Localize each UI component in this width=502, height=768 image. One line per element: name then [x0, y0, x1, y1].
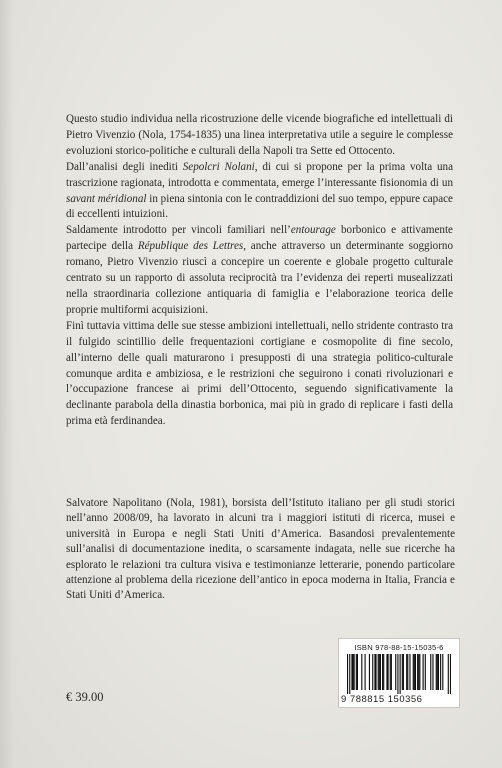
barcode-bars [347, 654, 451, 694]
barcode-bar [442, 654, 443, 690]
blurb-text: Saldamente introdotto per vincoli familiari nell’ [66, 224, 291, 237]
blurb-text: in piena sintonia con le contraddizioni del suo tempo, eppure capace di eccellenti intuizioni. [66, 192, 453, 221]
barcode-bar [349, 654, 350, 694]
barcode-bar [375, 654, 376, 690]
book-blurb [66, 112, 453, 430]
barcode-bar [440, 654, 441, 690]
barcode-bar [379, 654, 380, 690]
barcode-bar [361, 654, 362, 690]
barcode-bar [419, 654, 420, 690]
barcode-bar [347, 654, 348, 694]
barcode-bar [403, 654, 404, 690]
barcode-bar [388, 654, 389, 690]
barcode-bar [383, 654, 384, 690]
blurb-italic-term: entourage [290, 224, 336, 237]
barcode-bar [395, 654, 396, 690]
author-bio [66, 496, 455, 604]
barcode-bar [423, 654, 424, 690]
barcode-bar [432, 654, 433, 690]
barcode-bar [357, 654, 358, 690]
blurb-paragraph-3 [66, 223, 453, 318]
barcode-bar [438, 654, 439, 690]
barcode-bar [380, 654, 381, 690]
barcode-bar [417, 654, 418, 690]
barcode-bar [356, 654, 357, 690]
barcode-bar [407, 654, 408, 690]
barcode-bar [386, 654, 387, 690]
barcode-bar [369, 654, 370, 690]
barcode-bar [400, 654, 401, 694]
barcode-bar [382, 654, 383, 690]
blurb-italic-title: Sepolcri Nolani [182, 160, 255, 173]
barcode-bar [354, 654, 355, 690]
barcode-bar [425, 654, 426, 690]
price: € 39.00 [66, 690, 104, 704]
spine-shadow [0, 0, 14, 768]
isbn-text: ISBN 978-88-15-15035-6 [354, 643, 444, 652]
barcode-bar [450, 654, 451, 694]
barcode-bar [415, 654, 416, 690]
barcode-bar [430, 654, 431, 690]
barcode-bar [351, 654, 352, 690]
barcode-bar [437, 654, 438, 690]
barcode-label [338, 638, 460, 708]
barcode-bar [397, 654, 398, 694]
blurb-text: , anche attraverso un determinante soggiorno romano, Pietro Vivenzio riuscì a concepire un coerente e globale progetto culturale centrato su un rapporto di assoluta reciprocità tra l’evidenza dei reperti musealizzati nella straordinaria collezione antiquaria di famiglia e l’elaborazione teorica delle proprie multiformi acquisizioni. [66, 240, 453, 316]
barcode-bar [391, 654, 392, 690]
blurb-text: Dall’analisi degli inediti [66, 160, 183, 173]
blurb-paragraph-4: Finì tuttavia vittima delle sue stesse ambizioni intellettuali, nello stridente contrasto tra il fulgido scintillio delle frequentazioni cortigiane e cosmopolite di fine secolo, all’interno delle quali maturarono i presupposti di una strategia politico-culturale comunque ardita e ambiziosa, e le restrizioni che seguirono i conati rivoluzionari e l’occupazione francese ai primi dell’Ottocento, seguendo significativamente la declinante parabola della dinastia borbonica, mai più in grado di replicare i fasti della prima età ferdinandea. [66, 319, 453, 428]
blurb-italic-term: République des Lettres [137, 240, 244, 253]
barcode-bar [413, 654, 414, 690]
barcode-bar [448, 654, 449, 694]
barcode-bar [372, 654, 373, 690]
barcode-bar [378, 654, 379, 690]
barcode-bar [406, 654, 407, 690]
barcode-bar [390, 654, 391, 690]
barcode-bar [374, 654, 375, 690]
blurb-paragraph-2 [66, 160, 453, 224]
barcode-bar [402, 654, 403, 690]
barcode-bar [409, 654, 410, 690]
blurb-italic-term: savant méridional [66, 192, 147, 205]
barcode-digits: 9 788815 150356 [341, 694, 423, 705]
barcode-bar [414, 654, 415, 690]
barcode-bar [436, 654, 437, 690]
blurb-text: borbonico e attivamente partecipe della [66, 224, 453, 253]
barcode-bar [352, 654, 353, 690]
blurb-text: , di cui si propone per la prima volta una trascrizione ragionata, introdotta e commentata, emerge l’interessante fisionomia di un [66, 160, 454, 189]
blurb-paragraph-1: Questo studio individua nella ricostruzione delle vicende biografiche ed intellettuali di Pietro Vivenzio (Nola, 1754-1835) una linea interpretativa utile a seguire le complesse evoluzioni storico-politiche e culturali della Napoli tra Sette ed Ottocento. [66, 113, 453, 157]
barcode-bar [365, 654, 366, 690]
author-bio-text: Salvatore Napolitano (Nola, 1981), borsista dell’Istituto italiano per gli studi storici nell’anno 2008/09, ha lavorato in alcuni tra i maggiori istituti di ricerca, musei e università in Europa e negli Stati Uniti d’America. Basandosi prevalentemente sull’analisi di documentazione inedita, o scarsamente indagata, nelle sue ricerche ha esplorato le relazioni tra cultura visiva e testimonianze letterarie, ponendo particolare attenzione al problema della ricezione dell’antico in epoca moderna in Italia, Francia e Stati Uniti d’America. [66, 497, 455, 602]
barcode-bar [418, 654, 419, 690]
